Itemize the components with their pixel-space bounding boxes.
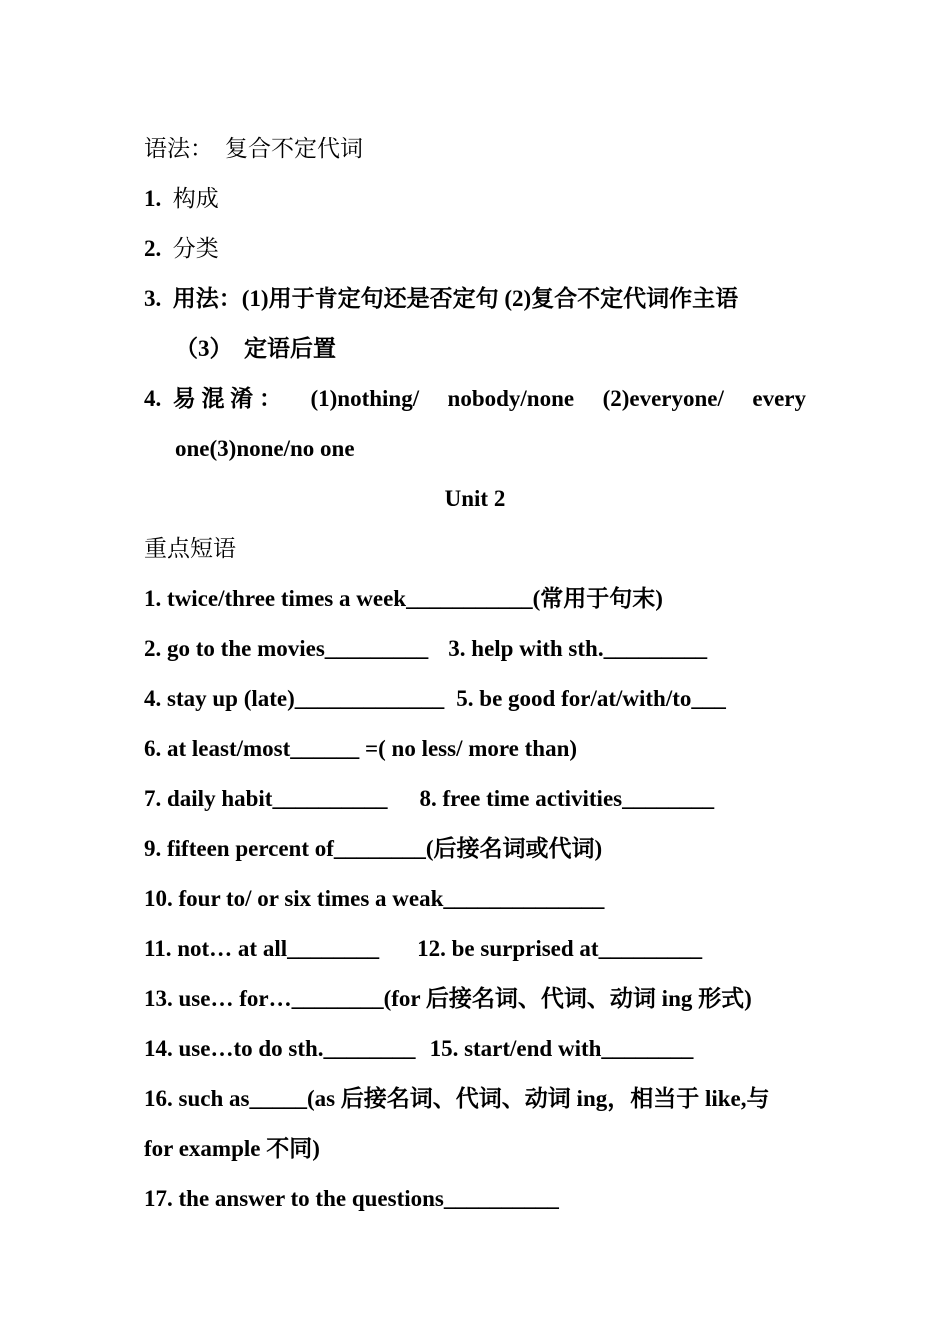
phrase-line xyxy=(144,1124,806,1174)
grammar-item-1 xyxy=(144,174,806,224)
phrase: 16. such as_____(as 后接名词、代词、动词 ing，相当于 like,与 xyxy=(144,1086,770,1111)
item-text: 分类 xyxy=(172,236,219,261)
phrase-line xyxy=(144,1024,806,1074)
item-text: （3） 定语后置 xyxy=(175,336,336,361)
item-number: 4. xyxy=(144,386,162,411)
phrase-line xyxy=(144,624,806,674)
item-segment: (2)everyone/ xyxy=(602,386,724,411)
item-segment: every xyxy=(752,386,806,411)
phrase-line xyxy=(144,574,806,624)
phrase: 3. help with sth._________ xyxy=(448,636,708,661)
phrase-line xyxy=(144,674,806,724)
grammar-label: 语法： xyxy=(144,136,213,161)
item-segment: nobody/none xyxy=(447,386,575,411)
phrase-line xyxy=(144,1074,806,1124)
phrase: 2. go to the movies_________ xyxy=(144,636,429,661)
phrase-line xyxy=(144,974,806,1024)
item-number: 1. xyxy=(144,186,162,211)
phrase: 5. be good for/at/with/to___ xyxy=(456,686,726,711)
item-text: 构成 xyxy=(172,186,219,211)
phrase: for example 不同) xyxy=(144,1136,320,1161)
grammar-item-3-continued xyxy=(175,324,806,374)
phrase: 9. fifteen percent of________(后接名词或代词) xyxy=(144,836,603,861)
phrase: 15. start/end with________ xyxy=(429,1036,694,1061)
item-text: 用法：(1)用于肯定句还是否定句 (2)复合不定代词作主语 xyxy=(172,286,739,311)
grammar-item-3 xyxy=(144,274,806,324)
phrase-line xyxy=(144,874,806,924)
phrase-line xyxy=(144,774,806,824)
phrase: 12. be surprised at_________ xyxy=(417,936,703,961)
grammar-item-2 xyxy=(144,224,806,274)
phrase: 8. free time activities________ xyxy=(419,786,715,811)
phrase: 7. daily habit__________ xyxy=(144,786,388,811)
phrase-line xyxy=(144,724,806,774)
phrase: 4. stay up (late)_____________ xyxy=(144,686,445,711)
phrase-line xyxy=(144,1174,806,1224)
grammar-topic: 复合不定代词 xyxy=(225,136,363,161)
unit-title: Unit 2 xyxy=(444,486,506,511)
item-label: 易 混 淆 ： xyxy=(172,386,282,411)
item-number: 2. xyxy=(144,236,162,261)
phrase-line xyxy=(144,924,806,974)
section-label: 重点短语 xyxy=(144,536,236,561)
grammar-item-4-continued xyxy=(175,424,806,474)
phrase-line xyxy=(144,824,806,874)
phrase: 11. not… at all________ xyxy=(144,936,380,961)
phrase: 14. use…to do sth.________ xyxy=(144,1036,416,1061)
item-text: one(3)none/no one xyxy=(175,436,355,461)
phrase: 1. twice/three times a week___________(常用于句末) xyxy=(144,586,663,611)
phrase: 17. the answer to the questions__________ xyxy=(144,1186,559,1211)
grammar-heading xyxy=(144,124,806,174)
phrase: 6. at least/most______ =( no less/ more than) xyxy=(144,736,578,761)
phrase: 10. four to/ or six times a weak______________ xyxy=(144,886,605,911)
phrase: 13. use… for…________(for 后接名词、代词、动词 ing 形式) xyxy=(144,986,752,1011)
item-number: 3. xyxy=(144,286,162,311)
item-segment: (1)nothing/ xyxy=(310,386,420,411)
grammar-item-4 xyxy=(144,374,806,424)
